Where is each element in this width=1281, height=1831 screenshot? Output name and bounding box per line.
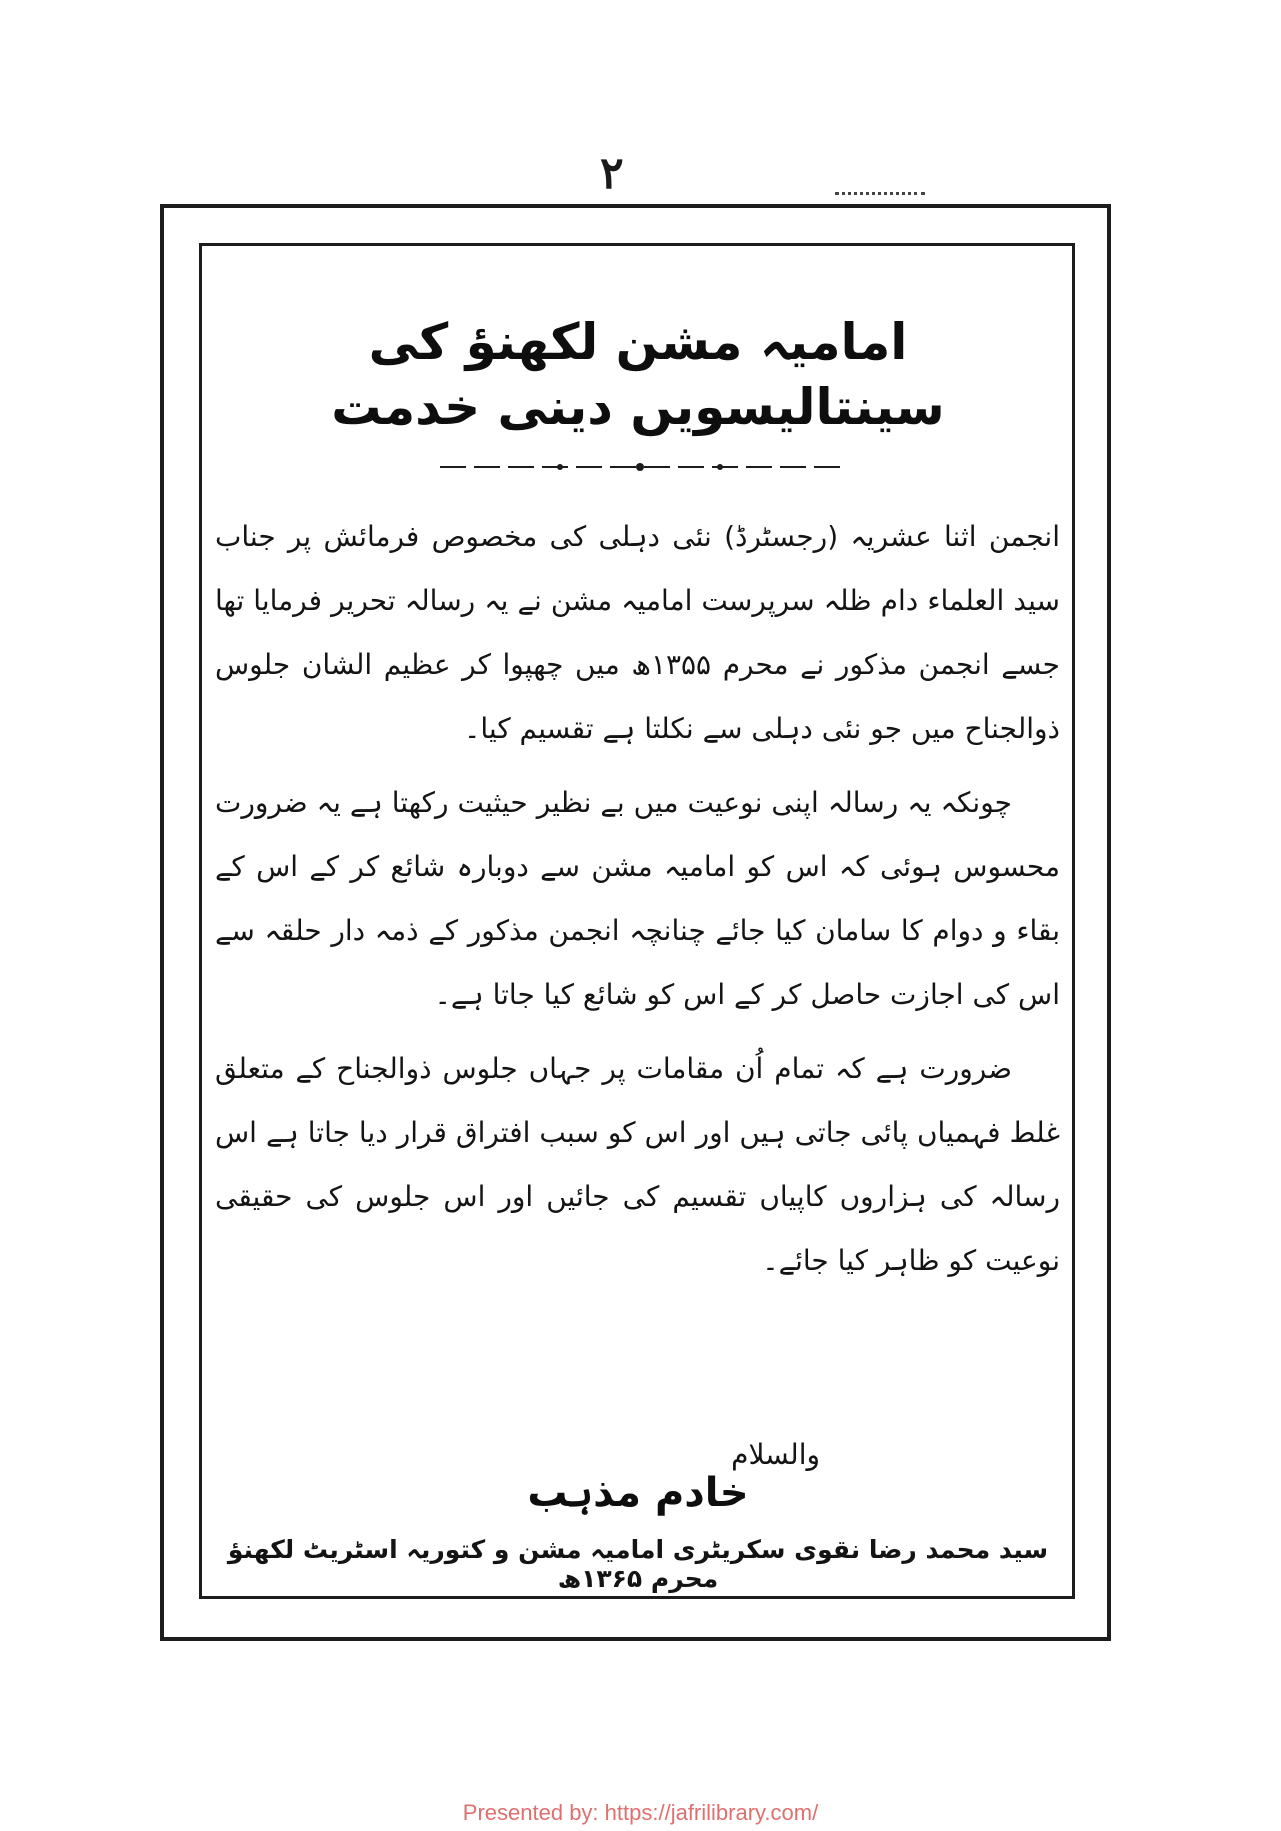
signature-title: خادم مذہب bbox=[527, 1470, 749, 1516]
page-number: ۲ bbox=[600, 148, 624, 199]
page-title: امامیہ مشن لکھنؤ کی سینتالیسویں دینی خدمت bbox=[331, 313, 945, 436]
signature-line: سید محمد رضا نقوی سکریٹری امامیہ مشن و کتوریہ اسٹریٹ لکھنؤ محرم ۱۳۶۵ھ bbox=[227, 1535, 1049, 1593]
closing-salutation: والسلام bbox=[731, 1438, 820, 1471]
title-ornament-divider bbox=[440, 460, 840, 474]
paragraph-2: چونکہ یہ رسالہ اپنی نوعیت میں بے نظیر حیثیت رکھتا ہے یہ ضرورت محسوس ہوئی کہ اس کو امامیہ مشن سے دوبارہ شائع کر کے اس کے بقاء و دوام کا سامان کیا جائے چنانچہ انجمن مذکور کے ذمہ دار حلقہ سے اس کی اجازت حاصل کر کے اس کو شائع کیا جاتا ہے۔ bbox=[215, 786, 1060, 1011]
paragraph-3: ضرورت ہے کہ تمام اُن مقامات پر جہاں جلوس ذوالجناح کے متعلق غلط فہمیاں پائی جاتی ہیں اور اس کو سبب افتراق قرار دیا جاتا ہے اس رسالہ کی ہزاروں کاپیاں تقسیم کی جائیں اور اس جلوس کی حقیقی نوعیت کو ظاہر کیا جائے۔ bbox=[215, 1052, 1060, 1277]
footer-credit: Presented by: https://jafrilibrary.com/ bbox=[462, 1800, 819, 1825]
body-text bbox=[215, 505, 1060, 1303]
paragraph-1: انجمن اثنا عشریہ (رجسٹرڈ) نئی دہلی کی مخصوص فرمائش پر جناب سید العلماء دام ظلہ سرپرست امامیہ مشن نے یہ رسالہ تحریر فرمایا تھا جسے انجمن مذکور نے محرم ۱۳۵۵ھ میں چھپوا کر عظیم الشان جلوس ذوالجناح میں جو نئی دہلی سے نکلتا ہے تقسیم کیا۔ bbox=[215, 520, 1060, 745]
